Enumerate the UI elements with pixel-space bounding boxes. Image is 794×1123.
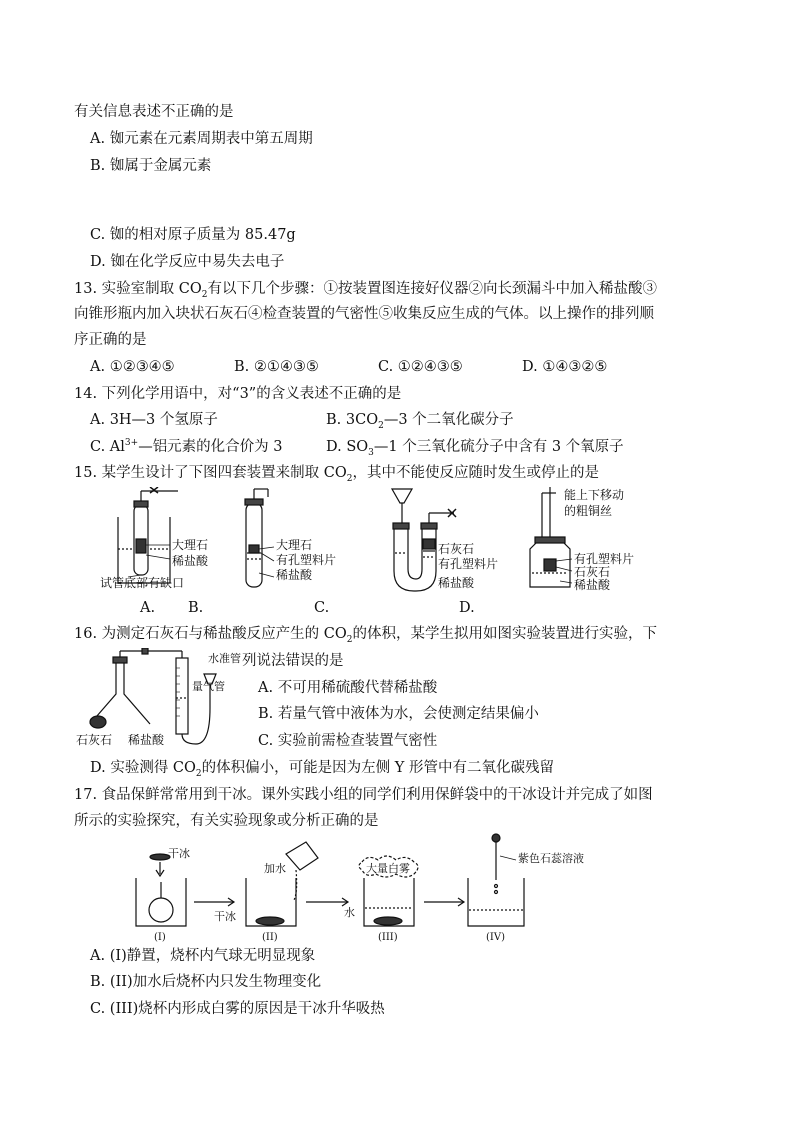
q14-option-d: D. $SO_3—1$ 个三氧化硫分子中含有 3 个氧原子	[326, 439, 624, 458]
q12-option-d: D. 铷在化学反应中易失去电子	[90, 254, 285, 270]
q17-label-dry-ice-2: 干冰	[214, 910, 236, 923]
q15-b-label-marble: 大理石	[276, 538, 313, 552]
q17-stem-line2: 所示的实验探究，有关实验现象或分析正确的是	[74, 813, 379, 829]
q15-apparatus-figure	[96, 487, 696, 599]
q16-option-a: A. 不可用稀硫酸代替稀盐酸	[258, 680, 438, 696]
q15-option-d: D.	[459, 600, 475, 616]
q16-apparatus-figure	[76, 648, 246, 748]
q15-d-label-acid: 稀盐酸	[574, 578, 611, 592]
q17-label-litmus: 紫色石蕊溶液	[518, 852, 584, 865]
q15-apparatus-a	[118, 487, 178, 583]
q13-option-d: D. ①④③②⑤	[522, 359, 608, 375]
q14-option-b: B. $3CO_2—3$ 个二氧化碳分子	[326, 412, 514, 431]
q13-stem-line2: 向锥形瓶内加入块状石灰石④检查装置的气密性⑤收集反应生成的气体。以上操作的排列顺	[74, 306, 654, 322]
q13-option-c: C. ①②④③⑤	[378, 359, 463, 375]
q16-label-acid: 稀盐酸	[128, 733, 165, 747]
q15-a-label-marble: 大理石	[172, 538, 209, 552]
q12-option-a: A. 铷元素在元素周期表中第五周期	[90, 131, 313, 147]
q17-label-water: 水	[344, 906, 355, 919]
q15-apparatus-b	[245, 489, 274, 587]
q15-d-label-plate: 有孔塑料片	[574, 552, 635, 566]
q15-b-label-acid: 稀盐酸	[276, 568, 313, 582]
q12-option-c: C. 铷的相对原子质量为 85.47g	[90, 227, 296, 243]
q16-label-level-tube: 水准管	[208, 652, 241, 665]
q16-stem-line1: 16. 为测定石灰石与稀盐酸反应产生的 $CO_2$的体积，某学生拟用如图实验装置进行实验，下	[74, 626, 657, 645]
q15-a-label-notch: 试管底部有缺口	[100, 576, 185, 590]
q15-a-label-acid: 稀盐酸	[172, 554, 209, 568]
q16-option-b: B. 若量气管中液体为水，会使测定结果偏小	[258, 706, 539, 722]
q16-option-d: D. 实验测得 $CO_2$的体积偏小，可能是因为左侧 Y 形管中有二氧化碳残留	[90, 760, 554, 779]
q17-label-add-water: 加水	[264, 862, 286, 875]
q15-option-b: B.	[188, 600, 204, 616]
q15-stem: 15. 某学生设计了下图四套装置来制取 $CO_2$，其中不能使反应随时发生或停止的是	[74, 465, 599, 484]
q15-c-label-plate: 有孔塑料片	[438, 557, 499, 571]
q17-panel-3: (III)	[378, 932, 398, 942]
q15-option-a: A.	[140, 600, 156, 616]
q12-stem: 有关信息表述不正确的是	[74, 104, 234, 120]
q12-option-b: B. 铷属于金属元素	[90, 158, 212, 174]
q15-c-label-acid: 稀盐酸	[438, 576, 475, 590]
q17-label-dry-ice-1: 干冰	[168, 847, 190, 860]
q14-option-a: A. 3H—3 个氢原子	[90, 412, 218, 428]
q15-d-label-wire1: 能上下移动	[564, 488, 625, 502]
q15-d-label-wire2: 的粗铜丝	[564, 504, 613, 518]
q16-stem-line2: 列说法错误的是	[242, 653, 344, 669]
q13-stem-line1: 13. 实验室制取 $CO_2$有以下几个步骤：①按装置图连接好仪器②向长颈漏斗中加入稀盐酸③	[74, 281, 657, 300]
q13-option-a: A. ①②③④⑤	[90, 359, 175, 375]
q17-option-b: B. (II)加水后烧杯内只发生物理变化	[90, 974, 322, 990]
q17-panel-1: (I)	[154, 932, 166, 942]
q17-panel-4: (IV)	[486, 932, 505, 942]
q17-label-white-fog: 大量白雾	[366, 862, 410, 875]
q17-stem-line1: 17. 食品保鲜常常用到干冰。课外实践小组的同学们利用保鲜袋中的干冰设计并完成了如图	[74, 787, 653, 803]
q15-d-label-limestone: 石灰石	[574, 565, 611, 579]
q15-apparatus-d	[530, 487, 572, 587]
q15-b-label-plate: 有孔塑料片	[276, 553, 337, 567]
q17-panel-2: (II)	[262, 932, 278, 942]
q13-option-b: B. ②①④③⑤	[234, 359, 319, 375]
q15-option-c: C.	[314, 600, 330, 616]
q14-option-c: C. $Al^{3+}—$铝元素的化合价为 3	[90, 438, 283, 455]
q15-c-label-limestone: 石灰石	[438, 542, 475, 556]
q13-stem-line3: 序正确的是	[74, 332, 147, 348]
q16-option-c: C. 实验前需检查装置气密性	[258, 733, 438, 749]
q17-experiment-figure	[130, 830, 660, 942]
q17-option-c: C. (III)烧杯内形成白雾的原因是干冰升华吸热	[90, 1001, 385, 1017]
q16-label-limestone: 石灰石	[76, 733, 113, 747]
q14-stem: 14. 下列化学用语中，对“3”的含义表述不正确的是	[74, 386, 402, 402]
q17-option-a: A. (I)静置，烧杯内气球无明显现象	[90, 948, 316, 964]
q16-label-burette: 量气管	[192, 680, 225, 693]
